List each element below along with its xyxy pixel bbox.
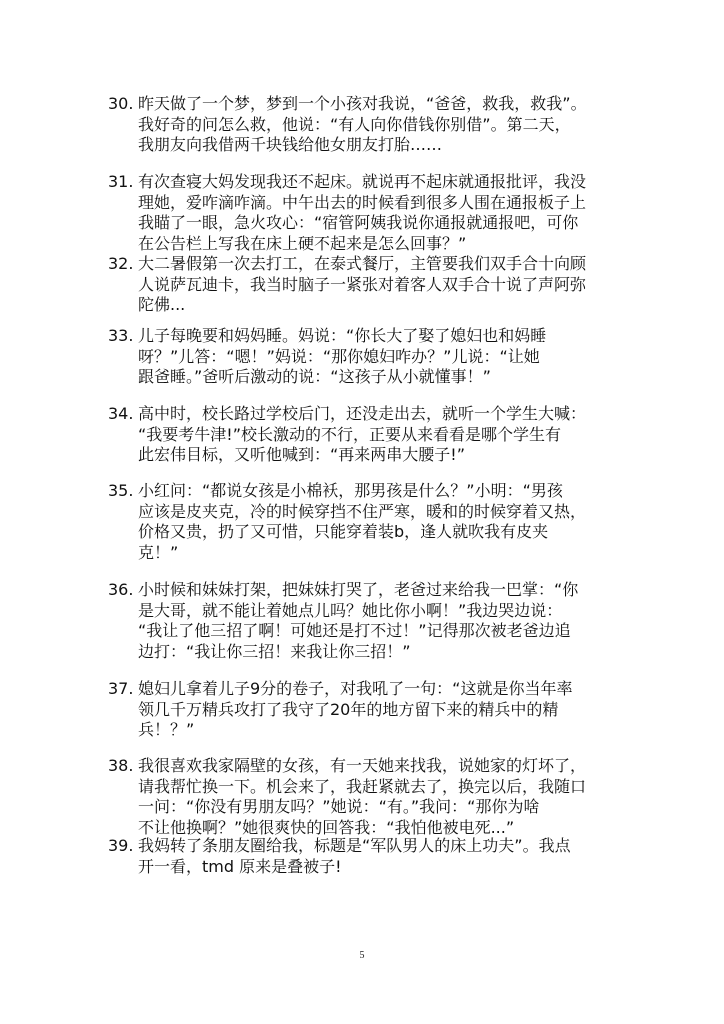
text-line: 媳妇儿拿着儿子9分的卷子，对我吼了一句：“这就是你当年率 [138, 679, 573, 698]
item-number: 31. [108, 172, 134, 191]
text-line: 大二暑假第一次去打工，在泰式餐厅，主管要我们双手合十向顾 [138, 254, 587, 273]
text-line: 此宏伟目标，又听他喊到：“再来两串大腰子!” [138, 445, 465, 464]
text-line: 应该是皮夹克，冷的时候穿挡不住严寒，暖和的时候穿着又热， [138, 501, 587, 521]
text-line: 克！” [138, 542, 179, 562]
item-number: 36. [108, 580, 134, 599]
item-number: 37. [108, 679, 134, 698]
joke-item-39 [108, 836, 628, 877]
item-text [138, 254, 628, 316]
text-line: 价格又贵，扔了又可惜，只能穿着装b，逢人就吹我有皮夹 [138, 522, 549, 541]
text-line: 边打：“我让你三招！来我让你三招！” [138, 641, 411, 661]
page-number: 5 [359, 950, 365, 961]
text-line: 人说萨瓦迪卡，我当时脑子一紧张对着客人双手合十说了声阿弥 [138, 274, 587, 294]
text-line: “我要考牛津!”校长激动的不行，正要从来看看是哪个学生有 [138, 424, 561, 444]
joke-item-38 [108, 756, 628, 838]
item-text [138, 481, 628, 563]
text-line: 领几千万精兵攻打了我守了20年的地方留下来的精兵中的精 [138, 699, 559, 719]
item-number: 38. [108, 756, 134, 775]
item-number: 32. [108, 254, 134, 273]
text-line: 我好奇的问怎么救，他说：“有人向你借钱你别借”。第二天， [138, 114, 571, 134]
item-text [138, 404, 628, 466]
text-line: 是大哥，就不能让着她点儿吗？她比你小啊！”我边哭边说： [138, 600, 563, 620]
item-number: 39. [108, 836, 134, 855]
text-line: 我朋友向我借两千块钱给他女朋友打胎…… [138, 135, 443, 154]
text-line: 我妈转了条朋友圈给我，标题是“军队男人的床上功夫”。我点 [138, 836, 571, 855]
item-number: 30. [108, 94, 134, 113]
text-line: 不让他换啊？”她很爽快的回答我：“我怕他被电死...” [138, 817, 515, 837]
item-text [138, 679, 628, 741]
text-line: 有次查寝大妈发现我还不起床。就说再不起床就通报批评，我没 [138, 172, 587, 191]
text-line: 在公告栏上写我在床上硬不起来是怎么回事？” [138, 233, 467, 253]
item-text [138, 94, 628, 156]
item-text [138, 580, 628, 662]
text-line: 儿子每晚要和妈妈睡。妈说：“你长大了娶了媳妇也和妈睡 [138, 326, 547, 345]
text-line: “我让了他三招了啊！可她还是打不过！”记得那次被老爸边追 [138, 621, 571, 640]
item-text [138, 326, 628, 388]
joke-item-37 [108, 679, 628, 741]
text-line: 昨天做了一个梦，梦到一个小孩对我说，“爸爸，救我，救我”。 [138, 94, 587, 113]
text-line: 呀？”儿答：“嗯！”妈说：“那你媳妇咋办？”儿说：“让她 [138, 346, 540, 366]
joke-item-32 [108, 254, 628, 316]
item-number: 33. [108, 326, 134, 345]
joke-item-33 [108, 326, 628, 388]
joke-item-34 [108, 404, 628, 466]
item-text [138, 836, 628, 877]
text-line: 小红问：“都说女孩是小棉袄，那男孩是什么？”小明：“男孩 [138, 481, 563, 500]
text-line: 小时候和妹妹打架，把妹妹打哭了，老爸过来给我一巴掌：“你 [138, 580, 579, 599]
text-line: 兵！？” [138, 720, 195, 739]
joke-item-30 [108, 94, 628, 156]
text-line: 我瞄了一眼，急火攻心：“宿管阿姨我说你通报就通报吧，可你 [138, 213, 579, 232]
joke-item-31 [108, 172, 628, 254]
joke-item-36 [108, 580, 628, 662]
item-number: 34. [108, 404, 134, 423]
joke-item-35 [108, 481, 628, 563]
text-line: 高中时，校长路过学校后门，还没走出去，就听一个学生大喊： [138, 404, 587, 423]
text-line: 开一看，tmd 原来是叠被子! [138, 856, 342, 876]
text-line: 一问：“你没有男朋友吗？”她说：“有。”我问：“那你为啥 [138, 797, 540, 816]
item-text [138, 172, 628, 254]
item-number: 35. [108, 481, 134, 500]
text-line: 跟爸睡。”爸听后激动的说：“这孩子从小就懂事！” [138, 367, 491, 386]
item-text [138, 756, 628, 838]
text-line: 我很喜欢我家隔壁的女孩，有一天她来找我，说她家的灯坏了， [138, 756, 587, 775]
text-line: 请我帮忙换一下。机会来了，我赶紧就去了，换完以后，我随口 [138, 776, 587, 796]
text-line: 陀佛... [138, 295, 186, 314]
text-line: 理她，爱咋滴咋滴。中午出去的时候看到很多人围在通报板子上 [138, 192, 587, 212]
